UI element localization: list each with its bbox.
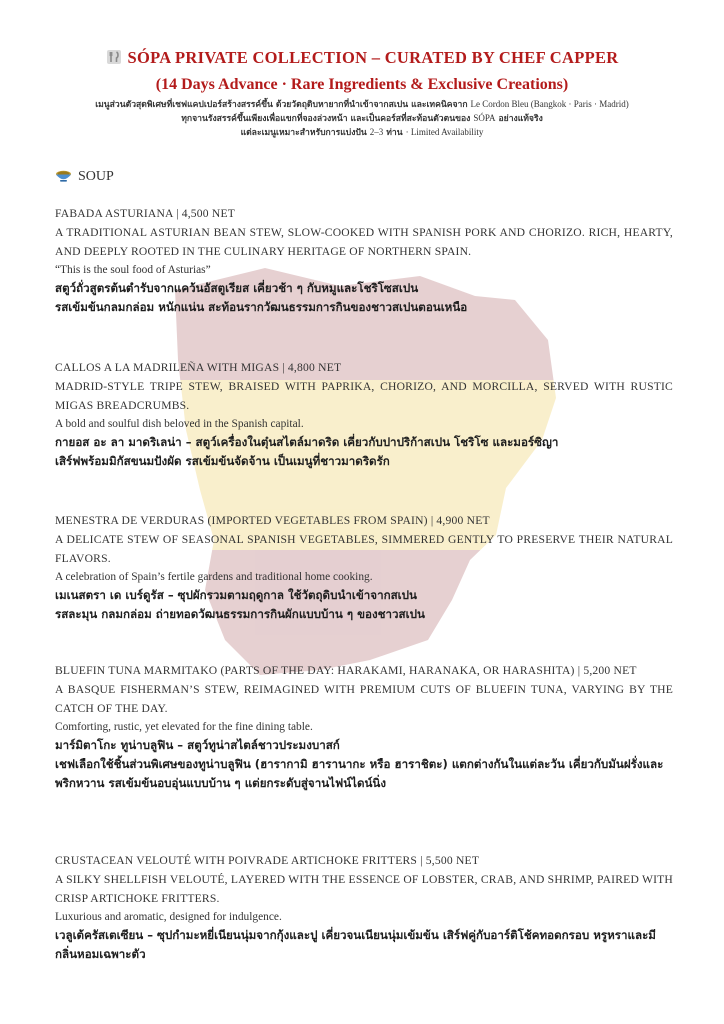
intro-line-1-thai: เมนูส่วนตัวสุดพิเศษที่เชฟแคปเปอร์สร้างสรรค์ขึ้น ด้วยวัตถุดิบหายากที่นำเข้าจากสเปน และเทคนิคจาก [95, 100, 468, 110]
menu-item [55, 851, 673, 964]
intro-line-2-en: SÓPA [473, 113, 496, 123]
menu-item [55, 358, 673, 471]
menu-item [55, 511, 673, 624]
intro-line-3-thai: แต่ละเมนูเหมาะสำหรับการแบ่งปัน [240, 128, 367, 138]
intro-line-1-en: Le Cordon Bleu (Bangkok · Paris · Madrid) [470, 99, 629, 109]
menu-item-description: A BASQUE FISHERMAN’S STEW, REIMAGINED WITH PREMIUM CUTS OF BLUEFIN TUNA, VARYING BY THE CATCH OF THE DAY. [55, 683, 673, 715]
menu-item-note: Comforting, rustic, yet elevated for the fine dining table. [55, 721, 313, 733]
menu-item-thai-description: เชฟเลือกใช้ชิ้นส่วนพิเศษของทูน่าบลูฟิน (ฮารากามิ ฮารานากะ หรือ ฮาราชิตะ) แตกต่างกันในแต่ละวัน เคี่ยวกับมันฝรั่งและพริกหวาน รสเข้มข้นอบอุ่นแบบบ้าน ๆ แต่ยกระดับสู่จานไฟน์ไดน์นิ่ง [55, 757, 664, 790]
menu-item-thai-name: สตูว์ถั่วสูตรต้นตำรับจากแคว้นอัสตูเรียส เคี่ยวช้า ๆ กับหมูและโชริโซสเปน [55, 281, 419, 295]
menu-intro [0, 98, 724, 140]
menu-item-thai-name: มาร์มิตาโกะ ทูน่าบลูฟิน – สตูว์ทูน่าสไตล์ชาวประมงบาสก์ [55, 738, 340, 752]
menu-item-note: A bold and soulful dish beloved in the Spanish capital. [55, 418, 304, 430]
menu-item-description: A DELICATE STEW OF SEASONAL SPANISH VEGETABLES, SIMMERED GENTLY TO PRESERVE THEIR NATURAL FLAVORS. [55, 533, 673, 565]
menu-title [0, 48, 724, 70]
menu-item-thai-description: รสเข้มข้นกลมกล่อม หนักแน่น สะท้อนรากวัฒนธรรมการกินของชาวสเปนตอนเหนือ [55, 300, 468, 314]
menu-item-description: A TRADITIONAL ASTURIAN BEAN STEW, SLOW-COOKED WITH SPANISH PORK AND CHORIZO. RICH, HEARTY, AND DEEPLY ROOTED IN THE CULINARY HERITAGE OF NORTHERN SPAIN. [55, 226, 673, 258]
intro-line-1 [0, 98, 724, 112]
fork-knife-icon [106, 49, 122, 70]
menu-subtitle: (14 Days Advance · Rare Ingredients & Exclusive Creations) [155, 76, 569, 93]
menu-item-thai-description: รสละมุน กลมกล่อม ถ่ายทอดวัฒนธรรมการกินผักแบบบ้าน ๆ ของชาวสเปน [55, 607, 425, 621]
menu-item-title: CRUSTACEAN VELOUTÉ WITH POIVRADE ARTICHOKE FRITTERS | 5,500 NET [55, 854, 480, 867]
menu-item-title: CALLOS A LA MADRILEÑA WITH MIGAS | 4,800 NET [55, 361, 342, 374]
soup-bowl-icon [55, 168, 72, 188]
menu-item-title: MENESTRA DE VERDURAS (IMPORTED VEGETABLES FROM SPAIN) | 4,900 NET [55, 514, 490, 527]
menu-item-description: A SILKY SHELLFISH VELOUTÉ, LAYERED WITH THE ESSENCE OF LOBSTER, CRAB, AND SHRIMP, PAIRED WITH CRISP ARTICHOKE FRITTERS. [55, 873, 673, 905]
menu-item-title: FABADA ASTURIANA | 4,500 NET [55, 207, 236, 220]
intro-line-2 [0, 112, 724, 126]
menu-item-description: MADRID-STYLE TRIPE STEW, BRAISED WITH PAPRIKA, CHORIZO, AND MORCILLA, SERVED WITH RUSTIC MIGAS BREADCRUMBS. [55, 380, 673, 412]
intro-line-3-thai-mid: ท่าน [386, 128, 403, 138]
menu-item-title: BLUEFIN TUNA MARMITAKO (PARTS OF THE DAY: HARAKAMI, HARANAKA, OR HARASHITA) | 5,200 NET [55, 664, 637, 677]
menu-item-thai-name: กายอส อะ ลา มาดริเลน่า – สตูว์เครื่องในตุ๋นสไตล์มาดริด เคี่ยวกับปาปริก้าสเปน โชริโซ และมอร์ซิญา [55, 435, 559, 449]
intro-line-2-thai-end: อย่างแท้จริง [498, 114, 543, 124]
intro-line-3-en-end: · Limited Availability [405, 127, 484, 137]
section-title: SOUP [78, 169, 114, 184]
section-heading-soup [55, 168, 114, 188]
menu-item [55, 661, 673, 793]
menu-item-thai-name: เมเนสตรา เด เบร์ดูรัส – ซุปผักรวมตามฤดูกาล ใช้วัตถุดิบนำเข้าจากสเปน [55, 588, 417, 602]
intro-line-2-thai: ทุกจานรังสรรค์ขึ้นเพียงเพื่อแขกที่จองล่วงหน้า และเป็นคอร์สที่สะท้อนตัวตนของ [181, 114, 471, 124]
menu-item-note: A celebration of Spain’s fertile gardens and traditional home cooking. [55, 571, 373, 583]
menu-item-note: Luxurious and aromatic, designed for indulgence. [55, 911, 282, 923]
menu-item-thai-description: เสิร์ฟพร้อมมิกัสขนมปังผัด รสเข้มข้นจัดจ้าน เป็นเมนูที่ชาวมาดริดรัก [55, 454, 390, 468]
menu-title-text: SÓPA PRIVATE COLLECTION – CURATED BY CHEF CAPPER [127, 48, 619, 67]
menu-header [0, 0, 724, 140]
intro-line-3 [0, 126, 724, 140]
menu-item [55, 204, 673, 317]
menu-item-thai-description: เวลูเต้ครัสเตเซียน – ซุปกำมะหยี่เนียนนุ่มจากกุ้งและปู เคี่ยวจนเนียนนุ่มเข้มข้น เสิร์ฟคู่กับอาร์ติโช้คทอดกรอบ หรูหราและมีกลิ่นหอมเฉพาะตัว [55, 928, 656, 961]
menu-item-note: “This is the soul food of Asturias” [55, 264, 211, 276]
intro-line-3-en: 2–3 [369, 127, 384, 137]
